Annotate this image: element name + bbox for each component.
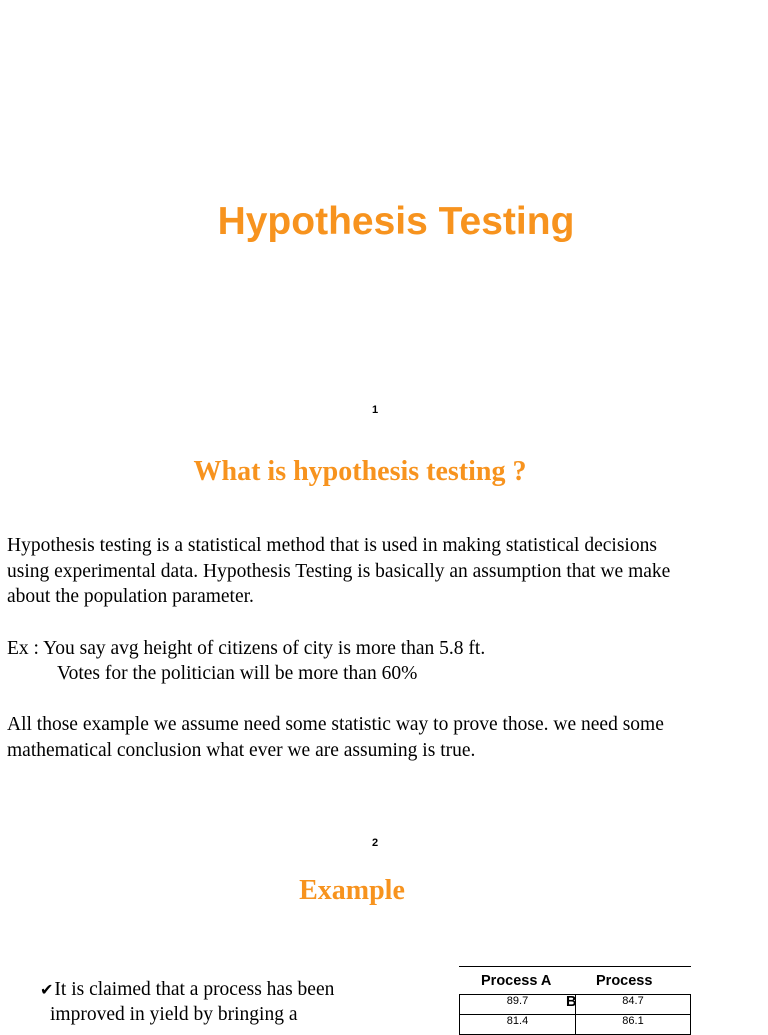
definition-paragraph (7, 533, 757, 610)
claim-line-text: It is claimed that a process has been (54, 979, 335, 1000)
table-cell-a: 89.7 (460, 995, 576, 1015)
header-process-b-suffix: B (566, 994, 577, 1010)
conclusion-line: All those example we assume need some statistic way to prove those. we need some (7, 714, 664, 735)
definition-line: Hypothesis testing is a statistical method that is used in making statistical decisions (7, 535, 657, 556)
claim-bullet (40, 977, 334, 1027)
conclusion-paragraph (7, 712, 757, 763)
table-cell-a: 81.4 (460, 1015, 576, 1035)
table-row (460, 1015, 691, 1035)
table-cell-b: 86.1 (576, 1015, 691, 1035)
check-mark-icon: ✔ (40, 980, 54, 999)
slide-title-hypothesis-testing: Hypothesis Testing (217, 200, 575, 243)
example-line-height: Ex : You say avg height of citizens of city is more than 5.8 ft. (7, 638, 486, 659)
slide-title-example: Example (299, 875, 405, 906)
header-process-b: Process (596, 973, 653, 989)
conclusion-line: mathematical conclusion what ever we are assuming is true. (7, 739, 476, 761)
claim-line (40, 977, 334, 1002)
page-number-1: 1 (371, 404, 379, 416)
definition-line: about the population parameter. (7, 586, 254, 607)
slide-title-what-is: What is hypothesis testing ? (193, 456, 527, 487)
header-process-a: Process A (481, 973, 552, 989)
definition-line: using experimental data. Hypothesis Testing is basically an assumption that we make (7, 560, 671, 582)
table-top-rule (459, 966, 691, 967)
example-line-votes: Votes for the politician will be more than 60% (57, 663, 418, 684)
table-cell-b: 84.7 (576, 995, 691, 1015)
page-number-2: 2 (371, 837, 379, 849)
claim-line: improved in yield by bringing a (50, 1004, 298, 1025)
